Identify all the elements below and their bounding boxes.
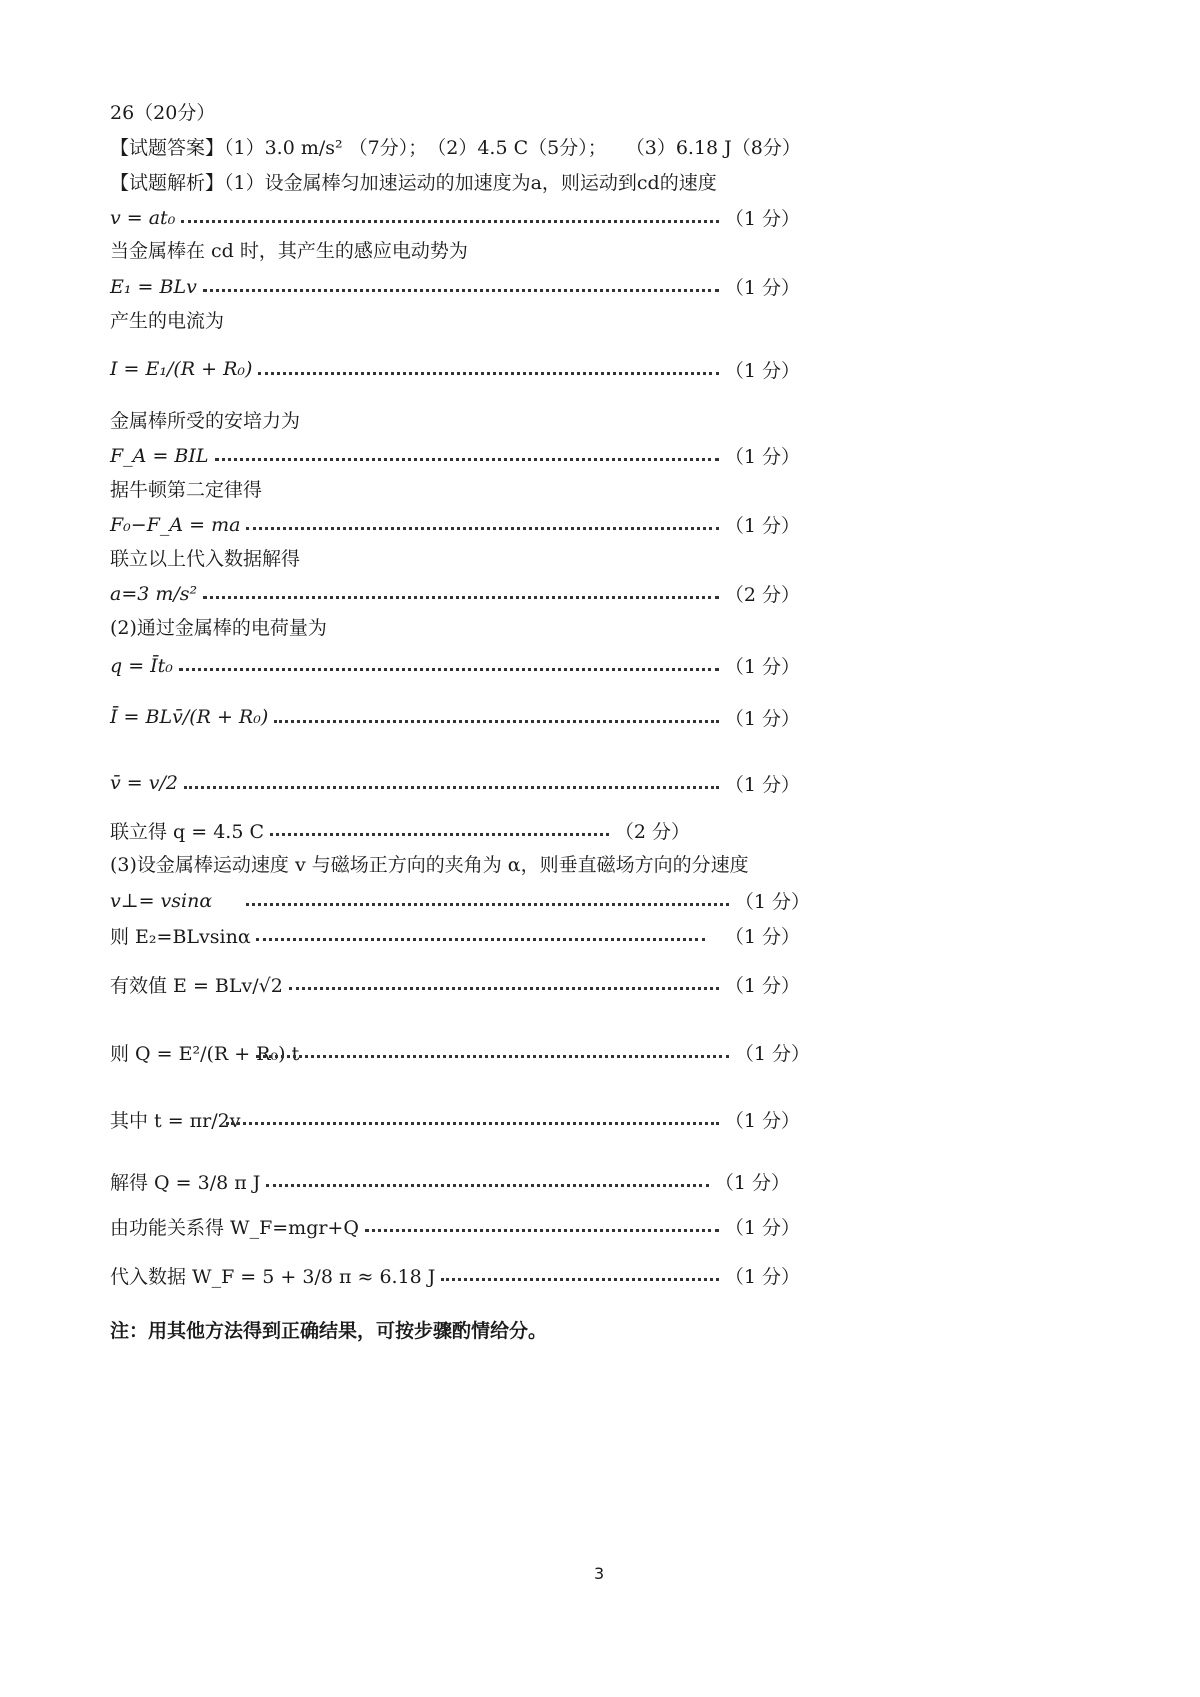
equation-e18 <box>110 1250 800 1300</box>
equation-text: 联立得 q = 4.5 C <box>110 821 264 843</box>
equation-e6 <box>110 580 800 607</box>
leader-dots <box>441 1278 718 1281</box>
equation-e7 <box>110 652 800 679</box>
equation-text: F₀−F_A = ma <box>110 513 241 536</box>
equation-text: 由功能关系得 W_F=mgr+Q <box>110 1217 359 1239</box>
equation-e3 <box>110 342 800 396</box>
score: （2 分） <box>724 584 800 606</box>
equation-text: 代入数据 W_F = 5 + 3/8 π ≈ 6.18 J <box>110 1265 436 1288</box>
score: （1 分） <box>724 656 800 678</box>
score: （1 分） <box>724 707 800 730</box>
score: （1 分） <box>724 974 800 997</box>
question-heading: 26（20分） <box>110 102 216 124</box>
leader-dots <box>270 833 609 836</box>
equation-e13 <box>110 957 800 1011</box>
text-line: 产生的电流为 <box>110 310 225 332</box>
equation-e17 <box>110 1213 800 1240</box>
equation-text: 其中 t = πr/2v <box>110 1109 241 1132</box>
score: （1 分） <box>724 208 800 230</box>
score: （1 分） <box>724 277 800 299</box>
score: （1 分） <box>734 1042 810 1065</box>
text-line: 据牛顿第二定律得 <box>110 479 263 501</box>
score: （1 分） <box>714 1171 790 1194</box>
page-number: 3 <box>594 1564 605 1583</box>
equation-text: 有效值 E = BLv/√2 <box>110 974 283 997</box>
score: （1 分） <box>724 359 800 382</box>
leader-dots <box>365 1229 719 1232</box>
equation-e11 <box>110 887 810 914</box>
equation-text: q = Īt₀ <box>110 654 173 677</box>
leader-dots <box>203 596 719 599</box>
score: （1 分） <box>724 773 800 796</box>
equation-e1 <box>110 204 800 231</box>
equation-e12 <box>110 922 800 949</box>
leader-dots <box>215 458 719 461</box>
leader-dots <box>289 987 719 990</box>
leader-dots <box>226 1122 719 1125</box>
equation-e9 <box>110 758 800 808</box>
equation-text: v̄ = v/2 <box>110 772 178 794</box>
text-line: (2)通过金属棒的电荷量为 <box>110 617 327 639</box>
leader-dots <box>258 372 718 375</box>
equation-text: 则 Q = E²/(R + R₀) t <box>110 1042 300 1065</box>
leader-dots <box>246 527 718 530</box>
equation-e2 <box>110 273 800 300</box>
text-line: 当金属棒在 cd 时，其产生的感应电动势为 <box>110 240 468 262</box>
score: （1 分） <box>724 1217 800 1239</box>
score: （1 分） <box>724 926 800 948</box>
equation-text: E₁ = BLv <box>110 275 197 298</box>
equation-e5 <box>110 511 800 538</box>
equation-text: F_A = BIL <box>110 444 209 467</box>
text-line: 联立以上代入数据解得 <box>110 548 301 570</box>
equation-text: 则 E₂=BLvsinα <box>110 926 251 948</box>
score: （1 分） <box>724 446 800 468</box>
equation-e10 <box>110 817 690 844</box>
leader-dots <box>274 720 719 723</box>
score: （1 分） <box>724 1109 800 1132</box>
score: （1 分） <box>724 1265 800 1288</box>
leader-dots <box>203 289 719 292</box>
equation-text: I = E₁/(R + R₀) <box>110 358 253 380</box>
grading-note: 注：用其他方法得到正确结果，可按步骤酌情给分。 <box>110 1320 548 1342</box>
equation-text: Ī = BLv̄/(R + R₀) <box>110 706 269 728</box>
leader-dots <box>181 220 719 223</box>
equation-text: a=3 m/s² <box>110 582 198 605</box>
leader-dots <box>266 1184 708 1187</box>
score: （1 分） <box>734 891 810 913</box>
score: （2 分） <box>614 821 690 843</box>
text-line: 金属棒所受的安培力为 <box>110 410 301 432</box>
answer-summary: 【试题答案】（1）3.0 m/s² （7分）； （2）4.5 C（5分）； （3）6.18 J（8分） <box>110 137 801 159</box>
leader-dots <box>256 938 705 941</box>
analysis-intro: 【试题解析】（1）设金属棒匀加速运动的加速度为a，则运动到cd的速度 <box>110 172 717 194</box>
equation-e8 <box>110 690 800 744</box>
equation-e4 <box>110 442 800 469</box>
leader-dots <box>256 1055 729 1058</box>
equation-text: 解得 Q = 3/8 π J <box>110 1171 261 1194</box>
equation-e14 <box>110 1024 810 1080</box>
equation-text: v⊥= vsinα <box>110 889 213 912</box>
leader-dots <box>246 903 729 906</box>
text-line: (3)设金属棒运动速度 v 与磁场正方向的夹角为 α，则垂直磁场方向的分速度 <box>110 854 749 876</box>
score: （1 分） <box>724 515 800 537</box>
equation-text: v = at₀ <box>110 206 176 229</box>
equation-e15 <box>110 1093 800 1145</box>
leader-dots <box>179 668 719 671</box>
leader-dots <box>184 786 719 789</box>
equation-e16 <box>110 1155 790 1207</box>
